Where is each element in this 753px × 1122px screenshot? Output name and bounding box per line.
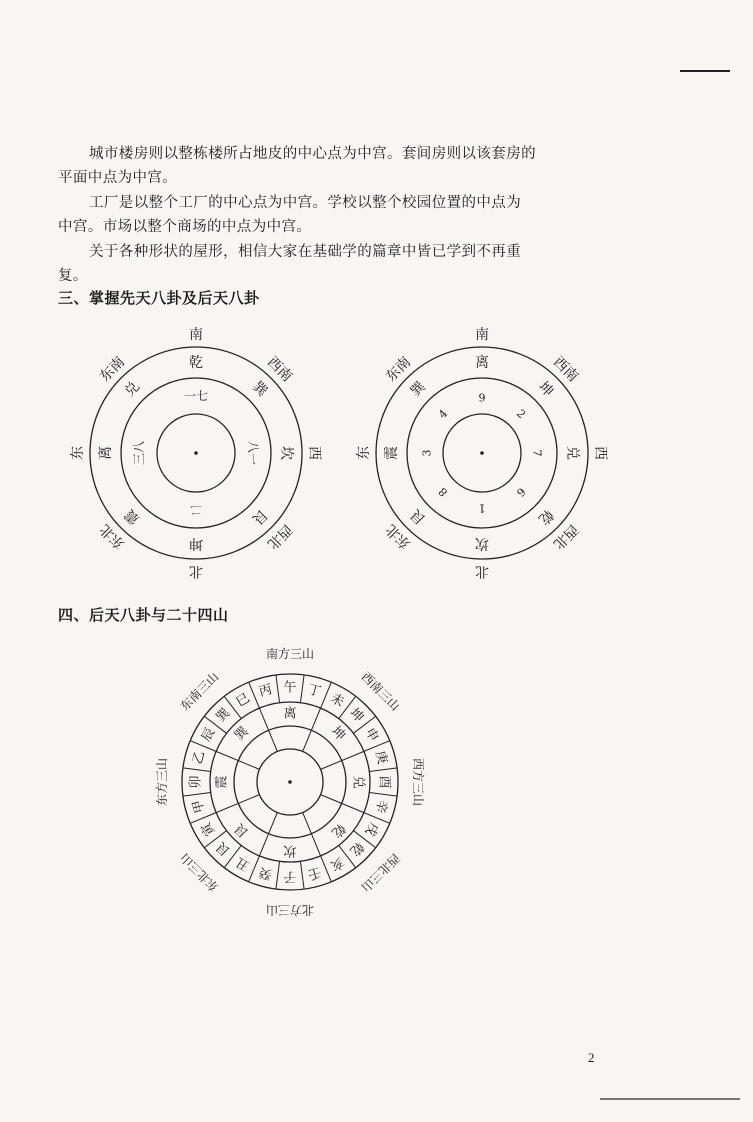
trigram-number: 2 (513, 407, 528, 422)
paragraph-line: 城市楼房则以整栋楼所占地皮的中心点为中宫。套间房则以该套房的 (89, 146, 536, 162)
trigram-label: 乾 (189, 355, 203, 371)
mountain-divider (300, 861, 304, 889)
paragraph-line: 工厂是以整个工厂的中心点为中宫。学校以整个校园位置的中点为 (89, 195, 522, 211)
trigram-label: 坎 (475, 535, 489, 551)
mountain-label: 辛 (371, 798, 390, 815)
mountain-label: 卯 (188, 775, 204, 789)
trigram-label: 震 (214, 775, 230, 789)
trigram-label: 离 (475, 355, 489, 371)
direction-label: 北 (475, 563, 489, 579)
mountain-group-label: 北方三山 (265, 903, 315, 917)
mountain-divider (369, 792, 397, 796)
direction-label: 东 (70, 446, 86, 460)
mountain-label: 辰 (198, 725, 219, 745)
direction-label: 东北 (383, 520, 415, 552)
trigram-number: 7 (530, 449, 544, 457)
mountain-label: 癸 (257, 863, 274, 882)
trigram-label: 坤 (535, 378, 557, 400)
paragraph-line: 平面中点为中宫。 (58, 170, 178, 186)
mountain-label: 庚 (371, 749, 390, 766)
direction-label: 东南 (97, 354, 129, 386)
mountain-label: 戌 (361, 819, 382, 839)
mountain-label: 甲 (190, 798, 209, 815)
trigram-label: 坤 (328, 724, 348, 744)
mountain-divider (183, 792, 211, 796)
mountain-label: 未 (327, 690, 347, 711)
mountain-label: 乾 (346, 838, 367, 859)
sector-divider (259, 812, 277, 855)
trigram-label: 艮 (232, 820, 252, 840)
xiantian-bagua-diagram (70, 318, 322, 588)
direction-label: 西北 (549, 520, 581, 552)
mountain-divider (183, 768, 211, 772)
trigram-number: 一七 (183, 389, 209, 403)
center-point (480, 451, 484, 455)
paragraph-line: 复。 (58, 268, 88, 284)
trigram-label: 乾 (535, 506, 557, 528)
mountain-group-label: 东北三山 (177, 850, 222, 895)
mountain-label: 艮 (213, 838, 234, 859)
twenty-four-mountains-diagram (150, 640, 440, 925)
mountain-divider (300, 675, 304, 703)
section-heading-4: 四、后天八卦与二十四山 (58, 606, 229, 624)
direction-label: 西南 (549, 354, 581, 386)
sector-divider (320, 795, 363, 813)
direction-label: 南 (475, 327, 489, 343)
mountain-label: 坤 (346, 705, 367, 726)
trigram-number: 三八 (132, 440, 146, 466)
trigram-label: 乾 (328, 820, 348, 840)
trigram-label: 坎 (278, 446, 294, 460)
direction-label: 西南 (263, 354, 295, 386)
trigram-label: 兑 (121, 378, 143, 400)
trigram-number: 8 (436, 484, 451, 499)
section-heading-3: 三、掌握先天八卦及后天八卦 (58, 289, 260, 307)
trigram-label: 艮 (407, 506, 429, 528)
trigram-label: 兑 (564, 446, 580, 460)
mountain-group-label: 东方三山 (155, 757, 169, 807)
direction-label: 西北 (263, 520, 295, 552)
trigram-label: 坤 (189, 535, 203, 551)
sector-divider (303, 812, 321, 855)
direction-label: 西 (306, 446, 322, 460)
trigram-label: 震 (121, 506, 143, 528)
trigram-number: 6 (513, 484, 528, 499)
mountain-label: 丙 (257, 682, 274, 701)
trigram-label: 巽 (249, 378, 271, 400)
trigram-label: 巽 (407, 378, 429, 400)
trigram-label: 艮 (249, 506, 271, 528)
mountain-label: 子 (283, 868, 297, 884)
mountain-divider (276, 675, 280, 703)
mountain-label: 巽 (213, 705, 234, 726)
direction-label: 西 (592, 446, 608, 460)
paragraph-line: 关于各种形状的屋形，相信大家在基础学的篇章中皆已学到不再重 (89, 244, 522, 260)
sector-divider (259, 708, 277, 751)
trigram-label: 震 (384, 446, 400, 460)
mountain-group-label: 西方三山 (411, 757, 425, 807)
houtian-bagua-diagram (356, 318, 608, 588)
center-point (288, 780, 292, 784)
direction-label: 东 (356, 446, 372, 460)
mountain-divider (276, 861, 280, 889)
scan-edge-mark (680, 70, 730, 72)
trigram-number: 3 (420, 449, 434, 457)
direction-label: 东北 (97, 520, 129, 552)
page-number: 2 (588, 1050, 595, 1065)
trigram-number: 二 (189, 503, 203, 517)
paragraph-line: 中宫。市场以整个商场的中点为中宫。 (58, 219, 312, 235)
direction-label: 北 (189, 563, 203, 579)
trigram-label: 离 (98, 446, 114, 460)
trigram-label: 巽 (232, 724, 252, 744)
mountain-label: 酉 (376, 775, 392, 789)
mountain-label: 巳 (233, 690, 253, 711)
sector-divider (320, 751, 363, 769)
trigram-label: 离 (283, 706, 297, 722)
scan-edge-mark (600, 1098, 740, 1100)
sector-divider (216, 795, 259, 813)
direction-label: 东南 (383, 354, 415, 386)
mountain-group-label: 西北三山 (358, 850, 403, 895)
trigram-number: 八一 (246, 440, 260, 466)
trigram-label: 兑 (350, 775, 366, 789)
mountain-label: 午 (283, 680, 297, 696)
direction-label: 南 (189, 327, 203, 343)
mountain-label: 乙 (190, 749, 209, 766)
trigram-number: 1 (478, 501, 486, 515)
trigram-number: 4 (436, 407, 451, 422)
center-point (194, 451, 198, 455)
mountain-divider (369, 768, 397, 772)
sector-divider (303, 708, 321, 751)
mountain-label: 亥 (327, 853, 347, 874)
mountain-group-label: 西南三山 (358, 669, 403, 714)
trigram-number: 9 (478, 391, 486, 405)
mountain-group-label: 东南三山 (177, 669, 222, 714)
mountain-label: 寅 (198, 819, 219, 839)
mountain-label: 丁 (306, 682, 323, 701)
mountain-label: 丑 (233, 853, 253, 874)
mountain-group-label: 南方三山 (265, 647, 315, 661)
mountain-label: 申 (361, 725, 382, 745)
mountain-label: 壬 (306, 863, 323, 882)
trigram-label: 坎 (283, 842, 297, 858)
sector-divider (216, 751, 259, 769)
